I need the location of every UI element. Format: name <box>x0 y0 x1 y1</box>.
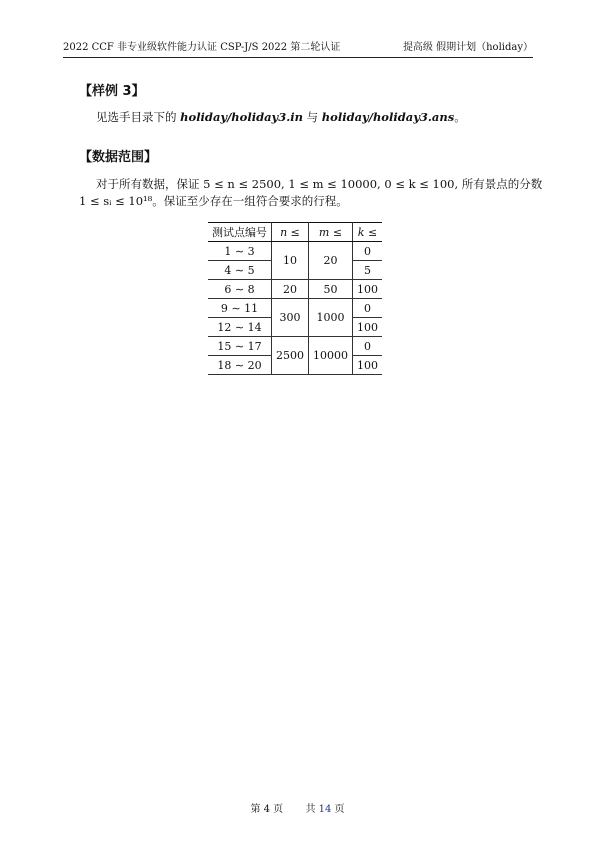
data-range-table <box>208 222 382 375</box>
data-range-title: 【数据范围】 <box>79 150 158 165</box>
cell-m: 1000 <box>309 299 353 337</box>
sample-input-file: holiday/holiday3.in <box>180 110 303 124</box>
sample-answer-file: holiday/holiday3.ans <box>321 110 455 124</box>
cell-k: 0 <box>353 242 383 261</box>
cell-n: 300 <box>272 299 309 337</box>
cell-k: 100 <box>353 318 383 337</box>
page-number: 第 4 页 <box>250 804 284 815</box>
total-pages: 14 <box>318 804 332 815</box>
cell-m: 20 <box>309 242 353 280</box>
cell-testcase-id: 12 ∼ 14 <box>208 318 272 337</box>
cell-testcase-id: 1 ∼ 3 <box>208 242 272 261</box>
cell-n: 2500 <box>272 337 309 375</box>
sample-text <box>96 109 466 125</box>
cell-k: 0 <box>353 299 383 318</box>
table-header-row <box>208 223 382 242</box>
cell-testcase-id: 4 ∼ 5 <box>208 261 272 280</box>
cell-n: 10 <box>272 242 309 280</box>
total-suffix: 页 <box>334 804 345 815</box>
running-header <box>63 38 533 58</box>
cell-k: 5 <box>353 261 383 280</box>
cell-m: 50 <box>309 280 353 299</box>
header-n: n ≤ <box>272 223 309 242</box>
cell-n: 20 <box>272 280 309 299</box>
cell-testcase-id: 15 ∼ 17 <box>208 337 272 356</box>
table-row <box>208 299 382 318</box>
sample-text-mid: 与 <box>302 110 322 124</box>
sample-text-prefix: 见选手目录下的 <box>96 110 181 124</box>
table-row <box>208 337 382 356</box>
table-row <box>208 242 382 261</box>
cell-testcase-id: 18 ∼ 20 <box>208 356 272 375</box>
cell-k: 100 <box>353 280 383 299</box>
cell-k: 0 <box>353 337 383 356</box>
sample-text-suffix: 。 <box>454 110 466 124</box>
cell-testcase-id: 6 ∼ 8 <box>208 280 272 299</box>
header-right: 提高级 假期计划（holiday） <box>402 42 533 53</box>
table-body <box>208 242 382 375</box>
header-left: 2022 CCF 非专业级软件能力认证 CSP-J/S 2022 第二轮认证 <box>63 42 341 53</box>
header-m: m ≤ <box>309 223 353 242</box>
data-range-line2: 1 ≤ sᵢ ≤ 10¹⁸。保证至少存在一组符合要求的行程。 <box>79 194 348 208</box>
header-testcase-id: 测试点编号 <box>208 223 272 242</box>
cell-k: 100 <box>353 356 383 375</box>
page-footer <box>0 800 595 815</box>
total-label: 共 <box>305 804 316 815</box>
cell-testcase-id: 9 ∼ 11 <box>208 299 272 318</box>
sample-title: 【样例 3】 <box>79 84 145 99</box>
cell-m: 10000 <box>309 337 353 375</box>
table-row <box>208 280 382 299</box>
data-range-line1: 对于所有数据，保证 5 ≤ n ≤ 2500, 1 ≤ m ≤ 10000, 0 ≤ k ≤ 100, 所有景点的分数 <box>96 177 543 191</box>
header-k: k ≤ <box>353 223 383 242</box>
